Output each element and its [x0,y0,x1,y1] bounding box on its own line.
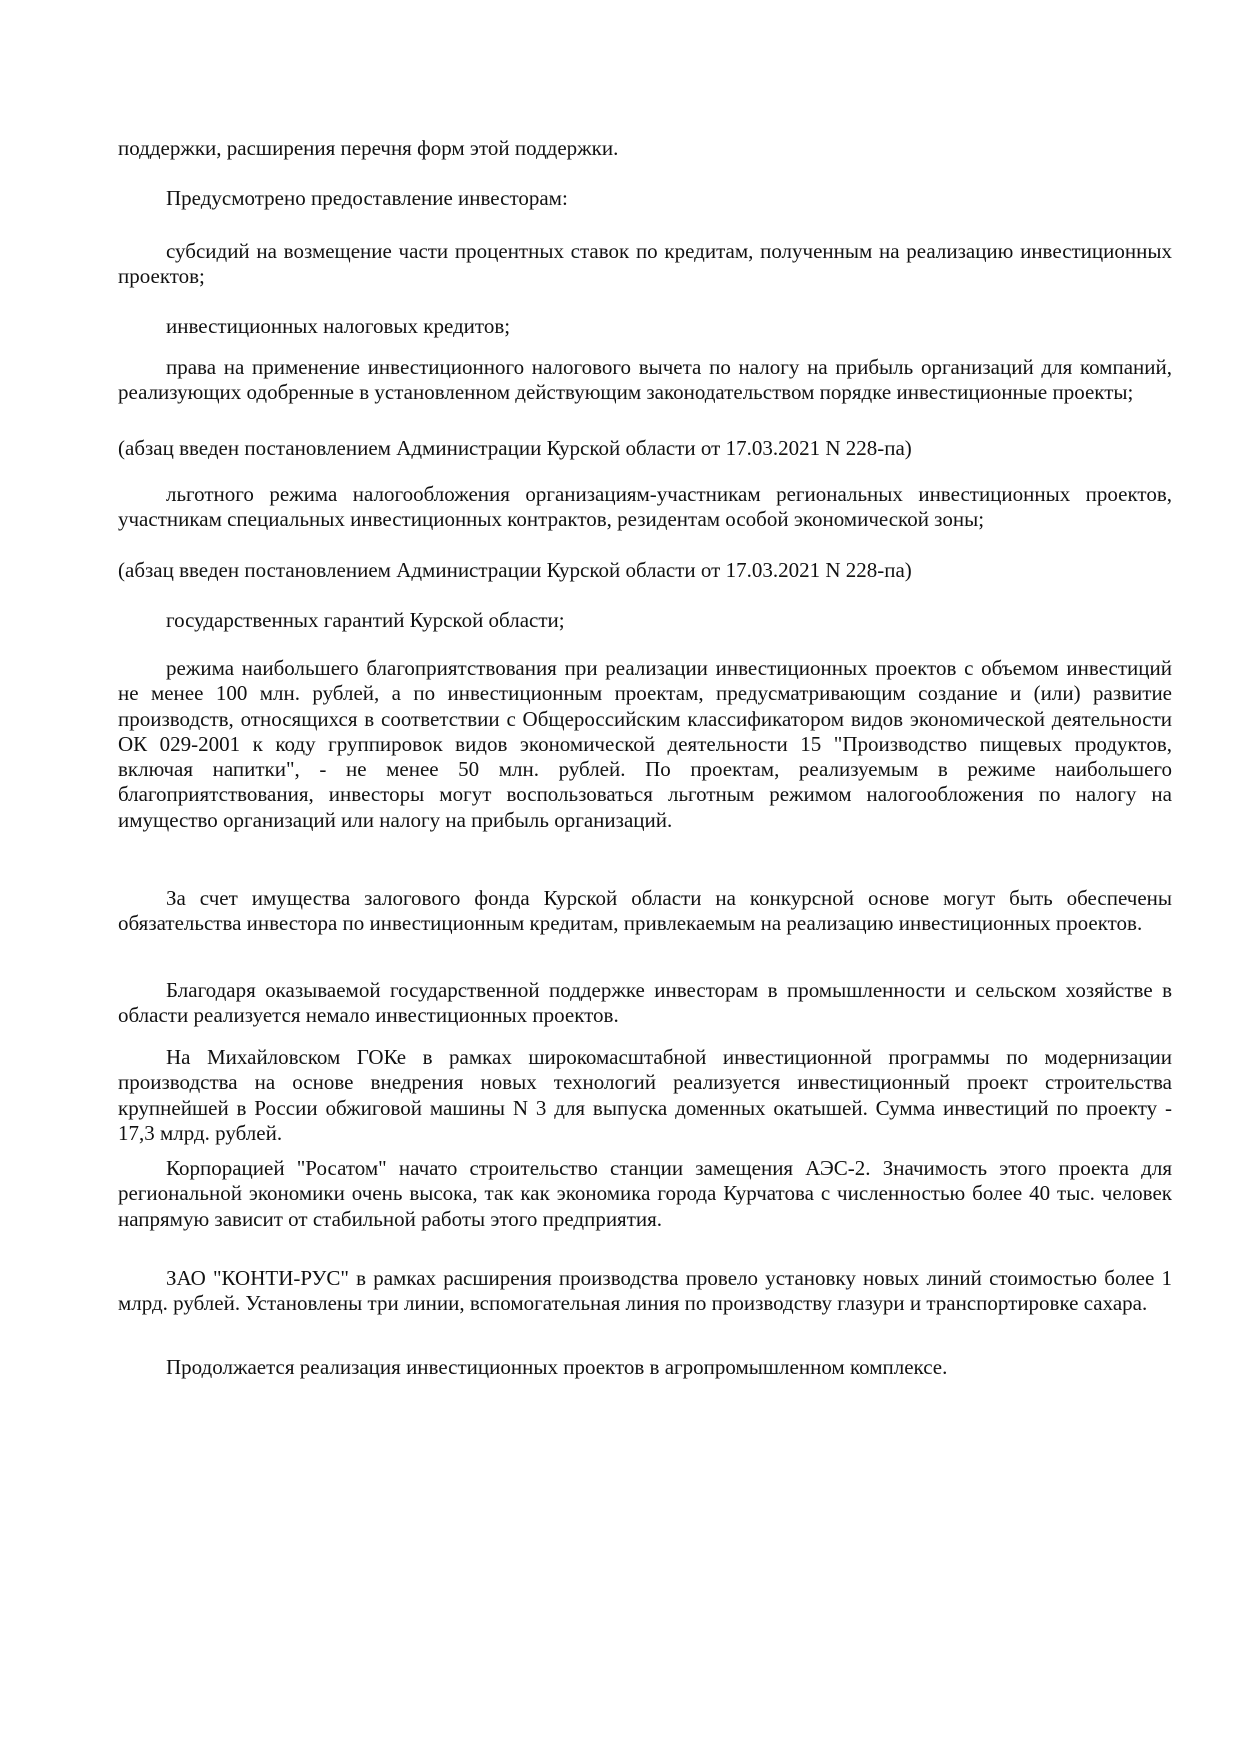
paragraph: поддержки, расширения перечня форм этой поддержки. [118,136,619,160]
paragraph: Корпорацией "Росатом" начато строительство станции замещения АЭС-2. Значимость этого проекта для региональной экономики очень высока, так как экономика города Курчатова с численностью более 40 тыс. человек напрямую зависит от стабильной работы этого предприятия. [118,1156,1172,1231]
paragraph: ЗАО "КОНТИ-РУС" в рамках расширения производства провело установку новых линий стоимостью более 1 млрд. рублей. Установлены три линии, вспомогательная линия по производству глазури и транспортировке сахара. [118,1266,1172,1316]
list-item: инвестиционных налоговых кредитов; [166,314,511,338]
paragraph: Благодаря оказываемой государственной поддержке инвесторам в промышленности и сельском хозяйстве в области реализуется немало инвестиционных проектов. [118,978,1172,1028]
list-item: режима наибольшего благоприятствования при реализации инвестиционных проектов с объемом инвестиций не менее 100 млн. рублей, а по инвестиционным проектам, предусматривающим создание и (или) развитие производств, относящихся в соответствии с Общероссийским классификатором видов экономической деятельности ОК 029-2001 к коду группировок видов экономической деятельности 15 "Производство пищевых продуктов, включая напитки", - не менее 50 млн. рублей. По проектам, реализуемым в режиме наибольшего благоприятствования, инвесторы могут воспользоваться льготным режимом налогообложения по налогу на имущество организаций или налогу на прибыль организаций. [118,656,1172,832]
paragraph: Продолжается реализация инвестиционных проектов в агропромышленном комплексе. [166,1355,948,1379]
list-item: субсидий на возмещение части процентных ставок по кредитам, полученным на реализацию инвестиционных проектов; [118,239,1172,289]
list-item: права на применение инвестиционного налогового вычета по налогу на прибыль организаций для компаний, реализующих одобренные в установленном действующим законодательством порядке инвестиционные проекты; [118,355,1172,405]
amendment-note: (абзац введен постановлением Администрации Курской области от 17.03.2021 N 228-па) [118,558,912,582]
paragraph: За счет имущества залогового фонда Курской области на конкурсной основе могут быть обеспечены обязательства инвестора по инвестиционным кредитам, привлекаемым на реализацию инвестиционных проектов. [118,886,1172,936]
paragraph: Предусмотрено предоставление инвесторам: [166,186,568,210]
amendment-note: (абзац введен постановлением Администрации Курской области от 17.03.2021 N 228-па) [118,436,912,460]
list-item: льготного режима налогообложения организациям-участникам региональных инвестиционных проектов, участникам специальных инвестиционных контрактов, резидентам особой экономической зоны; [118,482,1172,532]
list-item: государственных гарантий Курской области; [166,608,565,632]
paragraph: На Михайловском ГОКе в рамках широкомасштабной инвестиционной программы по модернизации производства на основе внедрения новых технологий реализуется инвестиционный проект строительства крупнейшей в России обжиговой машины N 3 для выпуска доменных окатышей. Сумма инвестиций по проекту - 17,3 млрд. рублей. [118,1045,1172,1145]
